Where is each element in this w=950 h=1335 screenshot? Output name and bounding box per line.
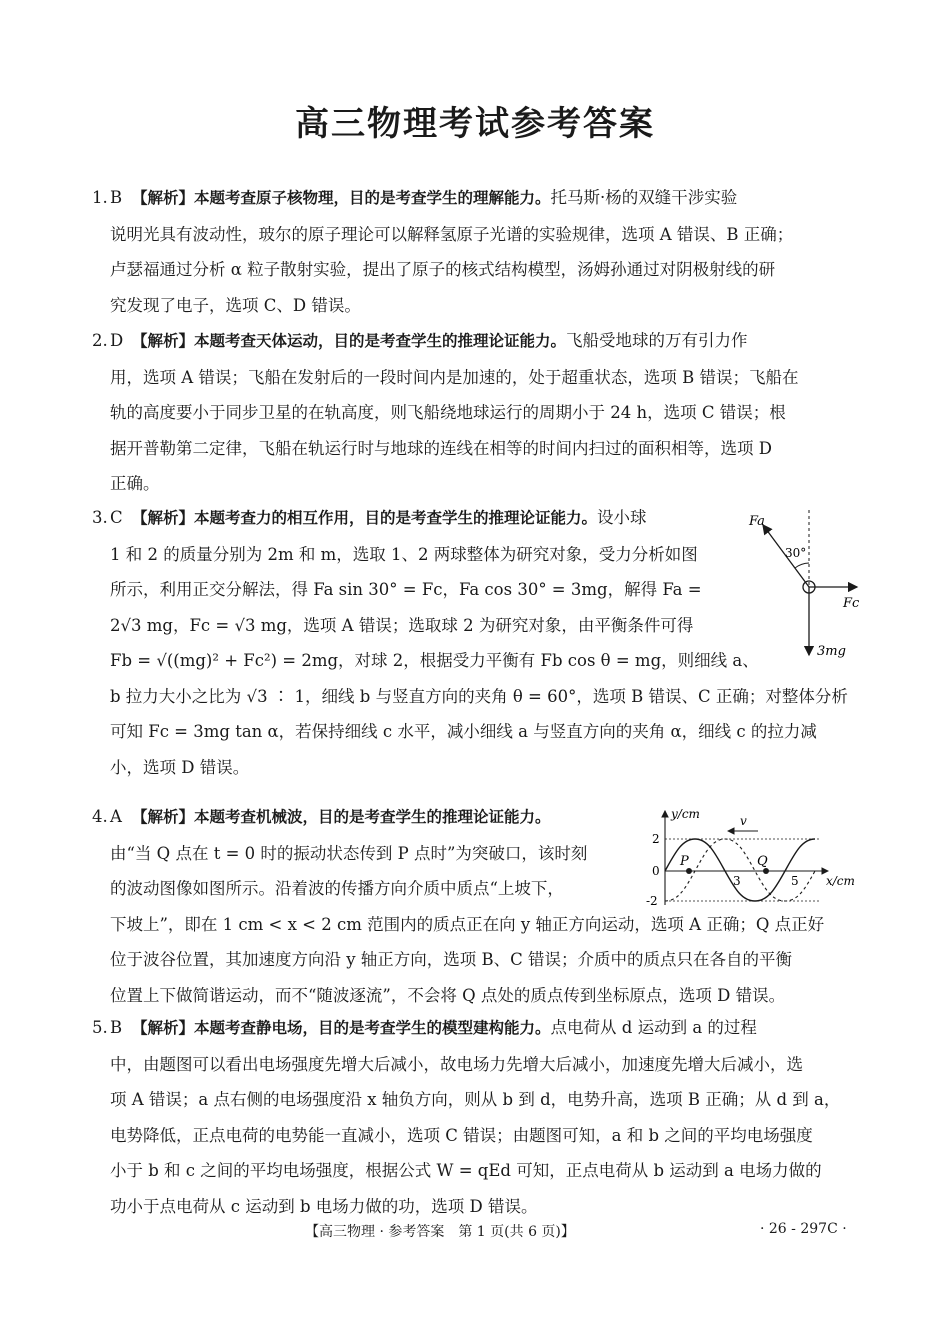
text-line: 1 和 2 的质量分别为 2m 和 m，选取 1、2 两球整体为研究对象，受力分析如图: [110, 544, 698, 564]
question-number: 3.: [92, 508, 108, 527]
answer-letter: B: [110, 1018, 123, 1037]
label-fa: Fa: [749, 514, 765, 529]
text-line: 所示，利用正交分解法，得 Fa sin 30° = Fc，Fa cos 30° = 3mg，解得 Fa =: [110, 580, 702, 599]
label-x: x/cm: [826, 874, 855, 888]
text-line: 可知 Fc = 3mg tan α，若保持细线 c 水平，减小细线 a 与竖直方向的夹角 α，细线 c 的拉力减: [110, 722, 817, 741]
text-line: 卢瑟福通过分析 α 粒子散射实验，提出了原子的核式结构模型，汤姆孙通过对阴极射线的研: [110, 260, 776, 279]
footer-code: · 26 - 297C ·: [760, 1221, 847, 1237]
tick-3: 3: [733, 874, 741, 888]
tick-2: 2: [652, 832, 660, 846]
text-line: 点电荷从 d 运动到 a 的过程: [550, 1018, 757, 1037]
text-line: b 拉力大小之比为 √3 ∶ 1，细线 b 与竖直方向的夹角 θ = 60°，选项 B 错误、C 正确；对整体分析: [110, 686, 848, 706]
text-line: 究发现了电子，选项 C、D 错误。: [110, 295, 361, 315]
angle-arc: [795, 563, 809, 568]
text-line: 正确。: [110, 474, 160, 493]
answer-letter: A: [110, 807, 122, 826]
text-line: 据开普勒第二定律，飞船在轨运行时与地球的连线在相等的时间内扫过的面积相等，选项 D: [110, 438, 772, 458]
text-line: Fb = √((mg)² + Fc²) = 2mg，对球 2，根据受力平衡有 Fb cos θ = mg，则细线 a、: [110, 651, 759, 670]
text-line: 说明光具有波动性，玻尔的原子理论可以解释氢原子光谱的实验规律，选项 A 错误、B 正确；: [110, 224, 794, 244]
label-mg: 3mg: [817, 644, 846, 659]
label-p: P: [680, 854, 689, 869]
text-line: 小，选项 D 错误。: [110, 757, 250, 777]
analysis-heading: 【解析】本题考查天体运动，目的是考查学生的推理论证能力。: [132, 332, 567, 350]
page-title: 高三物理考试参考答案: [295, 104, 655, 144]
label-y: y/cm: [671, 807, 700, 821]
text-line: 轨的高度要小于同步卫星的在轨高度，则飞船绕地球运行的周期小于 24 h，选项 C 错误；根: [110, 403, 786, 422]
answer-letter: D: [110, 331, 124, 350]
label-v: v: [740, 814, 747, 828]
text-line: 2√3 mg，Fc = √3 mg，选项 A 错误；选取球 2 为研究对象，由平衡条件可得: [110, 615, 694, 635]
question-number: 2.: [92, 331, 108, 350]
text-line: 中，由题图可以看出电场强度先增大后减小，故电场力先增大后减小，加速度先增大后减小，选: [110, 1054, 803, 1074]
answer-2: [92, 323, 799, 502]
text-line: 飞船受地球的万有引力作: [566, 331, 748, 350]
analysis-heading: 【解析】本题考查力的相互作用，目的是考查学生的推理论证能力。: [132, 509, 598, 527]
question-number: 5.: [92, 1018, 108, 1037]
answer-letter: B: [110, 188, 123, 207]
answer-5: [92, 1010, 840, 1224]
label-fc: Fc: [843, 596, 860, 611]
text-line: 项 A 错误；a 点右侧的电场强度沿 x 轴负方向，则从 b 到 d，电势升高，选项 B 正确；从 d 到 a，: [110, 1090, 841, 1109]
text-line: 位于波谷位置，其加速度方向沿 y 轴正方向，选项 B、C 错误；介质中的质点只在各自的平衡: [110, 950, 793, 969]
text-line: 设小球: [597, 508, 647, 527]
text-line: 电势降低，正点电荷的电势能一直减小，选项 C 错误；由题图可知，a 和 b 之间的平均电场强度: [110, 1125, 813, 1145]
analysis-heading: 【解析】本题考查原子核物理，目的是考查学生的理解能力。: [132, 189, 551, 207]
question-number: 1.: [92, 188, 108, 207]
text-line: 位置上下做简谐运动，而不“随波逐流”，不会将 Q 点处的质点传到坐标原点，选项 D 错误。: [110, 985, 786, 1005]
text-line: 小于 b 和 c 之间的平均电场强度，根据公式 W = qEd 可知，正点电荷从 b 运动到 a 电场力做的: [110, 1161, 822, 1180]
force-diagram: [745, 505, 865, 665]
text-line: 功小于点电荷从 c 运动到 b 电场力做的功，选项 D 错误。: [110, 1196, 538, 1216]
tick-0: 0: [652, 864, 660, 878]
answer-letter: C: [110, 508, 123, 527]
label-angle: 30°: [785, 546, 807, 560]
analysis-heading: 【解析】本题考查机械波，目的是考查学生的推理论证能力。: [132, 808, 551, 826]
label-q: Q: [757, 854, 768, 869]
footer-page-info: 【高三物理 · 参考答案 第 1 页(共 6 页)】: [305, 1224, 575, 1240]
text-line: 下坡上”，即在 1 cm < x < 2 cm 范围内的质点正在向 y 轴正方向运动，选项 A 正确；Q 点正好: [110, 914, 825, 934]
text-line: 用，选项 A 错误；飞船在发射后的一段时间内是加速的，处于超重状态，选项 B 错误；飞船在: [110, 367, 799, 387]
tick-minus-2: -2: [646, 894, 658, 908]
text-line: 托马斯·杨的双缝干涉实验: [550, 188, 738, 207]
text-line: 由“当 Q 点在 t = 0 时的振动状态传到 P 点时”为突破口，该时刻: [110, 843, 588, 863]
text-line: 的波动图像如图所示。沿着波的传播方向介质中质点“上坡下，: [110, 879, 564, 898]
answer-1: [92, 180, 793, 323]
wave-diagram: [640, 805, 870, 913]
answer-3: [92, 500, 848, 785]
question-number: 4.: [92, 807, 108, 826]
tick-5: 5: [791, 874, 799, 888]
analysis-heading: 【解析】本题考查静电场，目的是考查学生的模型建构能力。: [132, 1019, 551, 1037]
